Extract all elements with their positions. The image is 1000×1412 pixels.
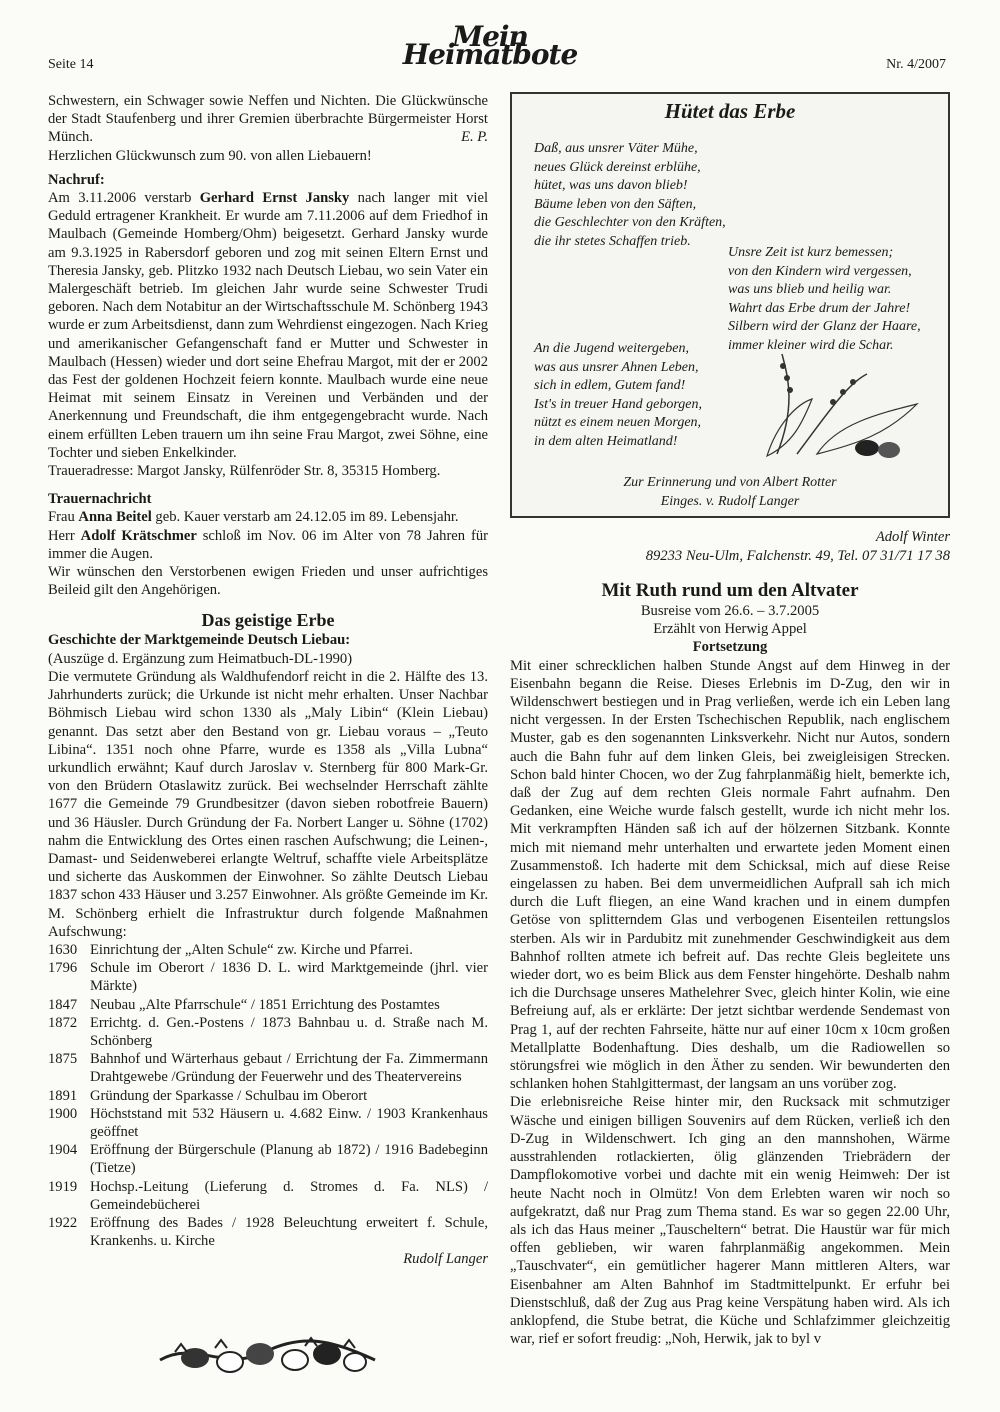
easter-egg-garland-illustration — [155, 1322, 380, 1384]
article-subtitle-1: Busreise vom 26.6. – 3.7.2005 — [640, 603, 820, 619]
timeline-item — [48, 996, 488, 1014]
timeline-year: 1891 — [48, 1087, 78, 1104]
poem-line: nützt es einem neuen Morgen, — [534, 415, 702, 430]
poem-line: immer kleiner wird die Schar. — [728, 337, 894, 353]
poem-line: die Geschlechter von den Kräften, — [534, 215, 726, 230]
poem-line: was uns blieb und heilig war. — [728, 282, 892, 297]
timeline-year: 1872 — [48, 1014, 78, 1031]
issue-number: Nr. 4/2007 — [886, 57, 946, 72]
poem-line: in dem alten Heimatland! — [534, 433, 678, 449]
trauer2-text: schloß im Nov. 06 im Alter von 78 Jahren für immer die Augen. — [48, 527, 488, 562]
article-paragraph-1: Mit einer schrecklichen halben Stunde Angst auf dem Hinweg in der Eisenbahn begann die Reise. Dieses Erlebnis im D-Zug, den wir in Wildenschwert bestiegen und in Prag verließen, werde ich ein Leben lang nicht vergessen. In der Ersten Tschechischen Republik, nach englischem Muster, gab es den sogenannten Linksverkehr. Nicht nur Autos, sondern auch die Bahn fuhr auf dem linken Gleis, bei zweigleisigen Strecken. Schon bald hinter Chocen, wo der Zug fahrplanmäßig hielt, bemerkte ich, daß der Zug auf dem rechten Gleis normale Fahrt aufnahm. Den Gedanken, eine Weiche wurde falsch gestellt, wurde ich nicht mehr los. Mit verkrampften Händen saß ich auf der hölzernen Sitzbank. Konnte mich mit niemand mehr unterhalten und erwartete jeden Moment einen Zusammenstoß. Ich haderte mit dem Schicksal, mich auf diese Reise eingelassen zu haben. Bei dem unvermeidlichen Aufprall sah ich mich durch die Luft fliegen, an eine Wand krachen und in einem dumpfen Getöse von splitterndem Glas und verbogenen Eisenteilen rettungslos sterben. Als wir in Pardubitz mit zunehmender Geschwindigkeit aus dem Bahnhof rollten atmete ich befreit auf. Das rechte Gleis begleitete uns wieder dort, wo es beim Blick aus dem Fenster hingehörte. Deshalb nahm ich die Durchsage unseres Mathelehrer Svec, gleich hinter Kolin, wie eine Befreiung auf, als er erklärte: Der jetzt sichtbar werdende Sendemast von Prag 1, auf der rechten Fahrseite, hätte nur auf einer 10cm x 10cm großen Metallplatte Bodenhaftung. Dies deshalb, um die Radiowellen so störungsfrei wie möglich in den Äther zu senden. Wir bewunderten den schlanken hohen Stahlgittermast, der langsam an uns vorüber zog. — [510, 657, 950, 1093]
timeline — [48, 941, 488, 1250]
timeline-text: Neubau „Alte Pfarrschule“ / 1851 Errichtung des Postamtes — [90, 996, 440, 1013]
timeline-text: Eröffnung des Bades / 1928 Beleuchtung erweitert f. Schule, Krankenhs. u. Kirche — [90, 1214, 488, 1250]
poem-line: was aus unsrer Ahnen Leben, — [534, 359, 699, 375]
intro-signature: E. P. — [461, 129, 488, 146]
trauer-item-2 — [48, 527, 488, 563]
timeline-year: 1922 — [48, 1214, 78, 1231]
poem-stanza-2 — [728, 244, 921, 355]
nachruf-heading: Nachruf: — [48, 171, 105, 188]
timeline-text: Hochsp.-Leitung (Lieferung d. Stromes d. Fa. NLS) / Gemeindebücherei — [90, 1178, 488, 1213]
timeline-text: Errichtg. d. Gen.-Postens / 1873 Bahnbau u. d. Straße nach M. Schönberg — [90, 1014, 488, 1049]
erbe-subheading-2: (Auszüge d. Ergänzung zum Heimatbuch-DL-1990) — [48, 650, 353, 667]
timeline-item — [48, 1087, 488, 1105]
timeline-year: 1875 — [48, 1051, 78, 1068]
article-subtitle-2: Erzählt von Herwig Appel — [653, 621, 807, 638]
traueradresse: Traueradresse: Margot Jansky, Rülfenröder Str. 8, 35315 Homberg. — [48, 463, 441, 480]
timeline-year: 1847 — [48, 996, 78, 1013]
poem-line: Silbern wird der Glanz der Haare, — [728, 319, 921, 334]
poem-credit-2: Einges. v. Rudolf Langer — [660, 494, 800, 509]
timeline-text: Bahnhof und Wärterhaus gebaut / Errichtung der Fa. Zimmermann Drahtgewebe /Gründung der Feuerwehr und des Theatervereins — [90, 1051, 488, 1086]
poem-line: An die Jugend weitergeben, — [534, 341, 689, 356]
poem-box — [510, 92, 950, 518]
erbe-signature: Rudolf Langer — [403, 1251, 488, 1268]
intro-text: Schwestern, ein Schwager sowie Neffen und Nichten. Die Glückwünsche der Stadt Staufenberg und ihrer Gremien überbrachte Bürgermeister Horst Münch. — [48, 93, 488, 146]
poem-line: die ihr stetes Schaffen trieb. — [534, 233, 691, 249]
article-paragraph-2: Die erlebnisreiche Reise hinter mir, den Rucksack mit schmutziger Wäsche und einigen billigen Souvenirs auf dem Rücken, verließ ich den D-Zug in Wildenschwert. Ich ging an den mannshohen, Wärme ausstrahlenden rotlackierten, ölig glänzenden Triebrädern der Dampflokomotive vorbei und dachte mit ein wenig Heimweh: Der ist heute Nacht noch in Olmütz! Von dem Erlebten waren wir noch so aufgekratzt, daß nur Prag zum Thema stand. Es war so gegen 22.00 Uhr, als ich das Haus meiner „Tauscheltern“ betrat. Die Haustür war für mich offen geblieben, wir waren fahrplanmäßig angekommen. Mein „Tauschvater“, ein gemütlicher hagerer Mann mittleren Alters, war Eisenbahner am Alten Bahnhof im Stadtmittelpunkt. Er erfuhr bei Dienstschluß, daß der Zug aus Prag keine Verspätung haben wird. Als ich anklopfend, die Stube betrat, die Küche und Schlafzimmer gleichzeitig war, rief er sofort freudig: „Noh, Herwik, jak to byl v — [510, 1094, 950, 1348]
timeline-year: 1900 — [48, 1105, 78, 1122]
timeline-text: Gründung der Sparkasse / Schulbau im Oberort — [90, 1087, 368, 1104]
timeline-item — [48, 941, 488, 959]
timeline-text: Eröffnung der Bürgerschule (Planung ab 1872) / 1916 Badebeginn (Tietze) — [90, 1142, 488, 1177]
timeline-item — [48, 1014, 488, 1050]
author-address: 89233 Neu-Ulm, Falchenstr. 49, Tel. 07 31/71 17 38 — [645, 548, 950, 564]
timeline-item — [48, 1105, 488, 1141]
poem-line: Daß, aus unsrer Väter Mühe, — [534, 141, 698, 156]
trauer1-pre: Frau — [48, 509, 79, 526]
article-title: Mit Ruth rund um den Altvater — [601, 580, 859, 601]
trauer2-name: Adolf Krätschmer — [80, 527, 197, 544]
erbe-body: Die vermutete Gründung als Waldhufendorf reicht in die 2. Hälfte des 13. Jahrhunderts zurück; die Urkunde ist nicht mehr erhalten. Unser Nachbar Böhmisch Liebau wird schon 1330 als „Maly Libin“ (Klein Liebau) genannt. Das setzt aber den Bestand von gr. Liebau voraus – „Teuto Libina“. 1351 noch ohne Pfarre, wurde es 1358 als „Villa Lubna“ urkundlich erwähnt; Kauf durch Jaroslav v. Sternberg für 800 Mark-Gr. von den Brüdern Otaslawitz zurück. Bei wechselnder Herrschaft zählte 1677 die Gemeinde 79 Grundbesitzer (davon sieben robotfreie Bauern) und 36 Häusler. Durch Gründung der Fa. Norbert Langer u. Söhne (1702) nahm die Entwicklung des Ortes einen raschen Aufschwung; die Leinen-, Damast- und Seidenweberei erlangte Weltruf, schaffte viele Arbeitsplätze und sicherte das Auskommen der Einwohner. So zählte Deutsch Liebau 1837 schon 433 Häuser und 3.257 Einwohner. Als größte Gemeinde im Kr. M. Schönberg erhielt die Infrastruktur durch folgende Maßnahmen Aufschwung: — [48, 668, 488, 940]
trauer2-pre: Herr — [48, 527, 81, 544]
erbe-heading: Das geistige Erbe — [201, 610, 335, 631]
nachruf-pre: Am 3.11.2006 verstarb — [48, 190, 200, 207]
page-number: Seite 14 — [48, 57, 94, 72]
nachruf-name: Gerhard Ernst Jansky — [199, 190, 350, 207]
poem-line: Bäume leben von den Säften, — [534, 196, 697, 212]
intro-congrats: Herzlichen Glückwunsch zum 90. von allen Liebauern! — [48, 147, 372, 164]
timeline-item — [48, 959, 488, 995]
poem-line: Wahrt das Erbe drum der Jahre! — [728, 300, 911, 316]
trauer1-text: geb. Kauer verstarb am 24.12.05 im 89. Lebensjahr. — [151, 509, 459, 526]
article-subtitle-3: Fortsetzung — [692, 639, 768, 656]
nachruf-body — [48, 189, 488, 462]
poem-line: sich in edlem, Gutem fand! — [534, 378, 686, 393]
left-column — [48, 92, 488, 1269]
lily-of-the-valley-illustration — [757, 344, 932, 464]
timeline-text: Einrichtung der „Alten Schule“ zw. Kirche und Pfarrei. — [90, 941, 413, 958]
timeline-year: 1904 — [48, 1142, 78, 1159]
timeline-year: 1630 — [48, 941, 78, 958]
poem-line: neues Glück dereinst erblühe, — [534, 159, 701, 175]
erbe-subheading: Geschichte der Marktgemeinde Deutsch Liebau: — [48, 632, 351, 649]
poem-line: von den Kindern wird vergessen, — [728, 263, 912, 279]
poem-title: Hütet das Erbe — [664, 99, 796, 123]
poem-stanza-1 — [534, 140, 726, 251]
timeline-item — [48, 1178, 488, 1214]
timeline-year: 1796 — [48, 960, 78, 977]
timeline-text: Schule im Oberort / 1836 D. L. wird Marktgemeinde (jhrl. vier Märkte) — [90, 960, 488, 995]
nachruf-text: nach langer mit viel Geduld ertragener Krankheit. Er wurde am 7.11.2006 auf dem Friedhof in Maulbach (Gemeinde Homberg/Ohm) beigesetzt. Gerhard Jansky wurde am 9.3.1925 in Rabersdorf geboren und zog mit seinen Eltern Ernst und Theresia Jansky, geb. Plitzko 1932 nach Deutsch Liebau, wo sein Vater ein Malergeschäft betrieb. Im gleichen Jahr wurde seine Schwester Trudi geboren. Nach dem Notabitur an der Wirtschaftsschule M. Schönberg 1943 wurde er zum Arbeitsdienst, dann zum Wehrdienst eingezogen. Nach Krieg und amerikanischer Gefangenschaft fand er Mutter und Schwester in Maulbach (Hessen) wieder und dort seine Ehefrau Margot, mit der er 2002 das Fest der goldenen Hochzeit feiern konnte. Maulbach wurde eine neue Heimat mit seinem Einsatz in Vereinen und Verbänden und der Anerkennung und Freundschaft, die ihm entgegengebracht wurde. Nach einem erfüllten Leben trauern um ihn seine Frau Margot, zwei Söhne, eine Tochter und sieben Enkelkinder. — [48, 190, 489, 461]
author-name: Adolf Winter — [875, 529, 950, 545]
trauer-heading: Trauernachricht — [48, 491, 152, 508]
timeline-text: Höchststand mit 532 Häusern u. 4.682 Einw. / 1903 Krankenhaus geöffnet — [90, 1105, 488, 1140]
trauer1-name: Anna Beitel — [78, 509, 152, 526]
masthead-title: Mein Heimatbote — [402, 20, 578, 72]
trauer-item-1 — [48, 508, 488, 526]
poem-line: Unsre Zeit ist kurz bemessen; — [728, 245, 894, 260]
timeline-item — [48, 1214, 488, 1250]
poem-line: hütet, was uns davon blieb! — [534, 178, 688, 193]
poem-credit-1: Zur Erinnerung und von Albert Rotter — [623, 475, 837, 490]
poem-stanza-3 — [534, 340, 702, 451]
timeline-item — [48, 1050, 488, 1086]
intro-block — [48, 92, 488, 147]
timeline-year: 1919 — [48, 1178, 78, 1195]
timeline-item — [48, 1141, 488, 1177]
trauer-condolence: Wir wünschen den Verstorbenen ewigen Frieden und unser aufrichtiges Beileid gilt den Angehörigen. — [48, 564, 488, 599]
right-column — [510, 92, 950, 1348]
poem-line: Ist's in treuer Hand geborgen, — [534, 396, 702, 412]
